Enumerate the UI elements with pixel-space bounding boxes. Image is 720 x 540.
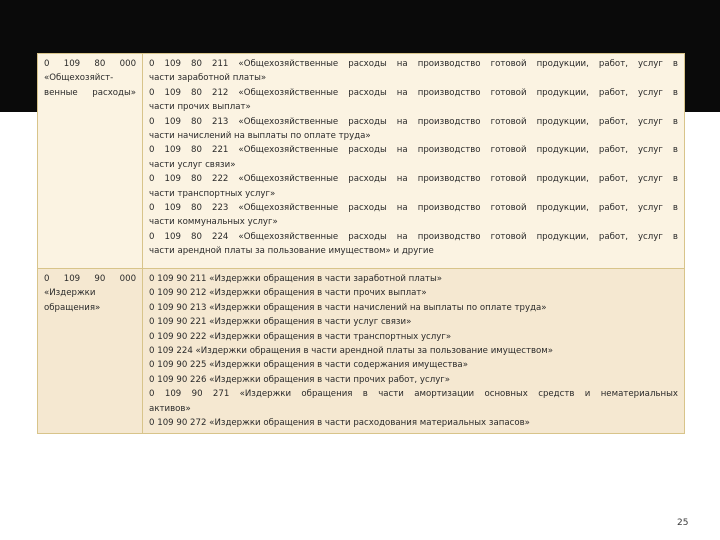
account-table — [37, 53, 685, 434]
list-item: 0 109 80 221 «Общехозяйственные расходы на производство готовой продукции, работ, услуг в — [149, 145, 678, 156]
list-item: 0 109 80 212 «Общехозяйственные расходы на производство готовой продукции, работ, услуг в — [149, 87, 678, 98]
list-item-continuation: части прочих выплат» — [149, 102, 251, 113]
account-code-cell — [38, 269, 143, 434]
list-item: 0 109 90 211 «Издержки обращения в части заработной платы» — [149, 274, 443, 284]
account-title: обращения» — [44, 302, 101, 313]
list-item: 0 109 90 271 «Издержки обращения в части амортизации основных средств и нематериальных — [149, 389, 678, 400]
list-item: 0 109 224 «Издержки обращения в части арендной платы за пользование имуществом» — [149, 346, 554, 357]
account-code: 0 109 90 000 — [44, 274, 137, 284]
account-title: «Общехозяйст- — [44, 73, 114, 84]
list-item: 0 109 90 222 «Издержки обращения в части транспортных услуг» — [149, 331, 452, 342]
list-item-continuation: части арендной платы за пользование имуществом» и другие — [149, 246, 434, 257]
list-item-continuation: части услуг связи» — [149, 159, 236, 170]
sub-accounts-cell — [143, 269, 685, 434]
list-item: 0 109 80 223 «Общехозяйственные расходы на производство готовой продукции, работ, услуг в — [149, 203, 678, 214]
account-title: «Издержки — [44, 288, 96, 299]
list-item: 0 109 90 212 «Издержки обращения в части прочих выплат» — [149, 288, 427, 299]
list-item: 0 109 90 272 «Издержки обращения в части расходования материальных запасов» — [149, 418, 530, 429]
account-code: 0 109 80 000 — [44, 59, 137, 69]
list-item: 0 109 90 221 «Издержки обращения в части услуг связи» — [149, 317, 412, 328]
table-row — [38, 54, 685, 269]
list-item-continuation: части заработной платы» — [149, 73, 267, 84]
table-row — [38, 269, 685, 434]
account-code-cell — [38, 54, 143, 269]
list-item-continuation: части транспортных услуг» — [149, 188, 276, 199]
list-item-continuation: активов» — [149, 403, 191, 414]
list-item: 0 109 90 213 «Издержки обращения в части начислений на выплаты по оплате труда» — [149, 302, 547, 313]
account-title: венные расходы» — [44, 87, 137, 98]
list-item-continuation: части коммунальных услуг» — [149, 217, 278, 228]
list-item: 0 109 90 225 «Издержки обращения в части содержания имущества» — [149, 360, 468, 371]
page-number: 25 — [677, 518, 689, 528]
list-item: 0 109 80 222 «Общехозяйственные расходы на производство готовой продукции, работ, услуг в — [149, 174, 678, 185]
list-item: 0 109 80 224 «Общехозяйственные расходы на производство готовой продукции, работ, услуг в — [149, 231, 678, 242]
list-item-continuation: части начислений на выплаты по оплате труда» — [149, 131, 371, 142]
sub-accounts-cell — [143, 54, 685, 269]
list-item: 0 109 80 211 «Общехозяйственные расходы на производство готовой продукции, работ, услуг в — [149, 59, 678, 69]
list-item: 0 109 80 213 «Общехозяйственные расходы на производство готовой продукции, работ, услуг в — [149, 116, 678, 127]
list-item: 0 109 90 226 «Издержки обращения в части прочих работ, услуг» — [149, 374, 451, 385]
